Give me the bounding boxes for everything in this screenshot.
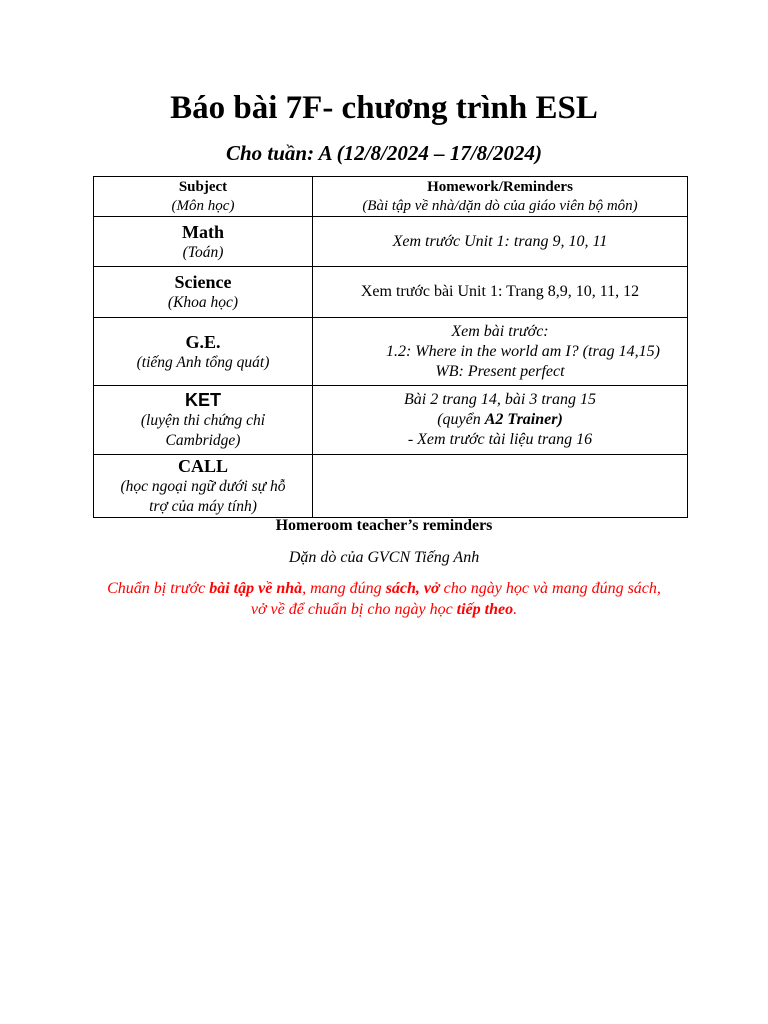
homework-line: - Xem trước tài liệu trang 16 [407,431,593,448]
subject-vi-name: (Khoa học) [167,294,239,311]
homework-cell [313,318,688,386]
note-part-bold: sách, vở [385,580,440,597]
homework-cell [313,217,688,267]
subject-cell [94,318,313,386]
header-homework-vi-label: (Bài tập về nhà/dặn dò của giáo viên bộ môn) [362,197,638,214]
note-part: Chuẩn bị trước [107,580,210,597]
subject-name: Math [182,221,224,242]
subject-cell [94,267,313,318]
subject-name: Science [174,272,232,292]
homework-book-title: A2 Trainer) [484,411,563,428]
homework-text: Xem trước bài Unit 1: Trang 8,9, 10, 11, 12 [360,283,640,300]
table-row [94,217,688,267]
reminders-title: Homeroom teacher’s reminders [275,517,493,534]
table-row [94,267,688,318]
subject-vi-line: (học ngoại ngữ dưới sự hỗ [120,478,286,495]
subject-vi-line: trợ của máy tính) [149,498,257,515]
homework-line: Xem bài trước: [451,322,549,340]
header-subject-cell [94,177,313,217]
subject-vi-line: Cambridge) [165,432,241,449]
subject-vi-name: (Toán) [182,243,224,261]
note-part: cho ngày học và mang đúng sách, vở về để chuẩn bị cho ngày học [250,580,661,618]
note-part: , mang đúng [302,580,386,597]
header-homework-label: Homework/Reminders [427,178,573,195]
note-part-bold: tiếp theo [456,601,514,618]
week-subtitle: Cho tuần: A (12/8/2024 – 17/8/2024) [225,141,542,165]
homework-cell [313,267,688,318]
subject-vi-line: (luyện thi chứng chỉ [140,412,266,429]
table-header-row [94,177,688,217]
homework-text: Xem trước Unit 1: trang 9, 10, 11 [392,232,608,250]
note-part: . [513,601,518,618]
subject-name: CALL [177,456,228,476]
homework-line: Bài 2 trang 14, bài 3 trang 15 [403,391,596,408]
page-title: Báo bài 7F- chương trình ESL [170,90,598,126]
reminders-section [0,516,768,620]
reminders-subtitle: Dặn dò của GVCN Tiếng Anh [288,549,480,566]
homework-cell [313,455,688,518]
subject-cell [94,455,313,518]
table-row [94,318,688,386]
subject-cell [94,217,313,267]
note-part-bold: bài tập về nhà [209,580,303,597]
homework-cell [313,386,688,455]
homework-line: 1.2: Where in the world am I? (trag 14,15) [385,342,661,360]
subject-name: G.E. [185,331,221,352]
homework-line [317,410,683,430]
reminder-note [104,578,664,620]
header-subject-vi-label: (Môn học) [171,197,235,214]
subject-cell [94,386,313,455]
table-row [94,386,688,455]
homework-line: WB: Present perfect [435,362,565,380]
header-subject-label: Subject [178,178,228,195]
header-homework-cell [313,177,688,217]
homework-table [93,176,688,518]
homework-line-text: (quyển [437,411,485,428]
subject-name: KET [185,390,221,410]
table-row [94,455,688,518]
subject-vi-name: (tiếng Anh tổng quát) [136,353,270,371]
